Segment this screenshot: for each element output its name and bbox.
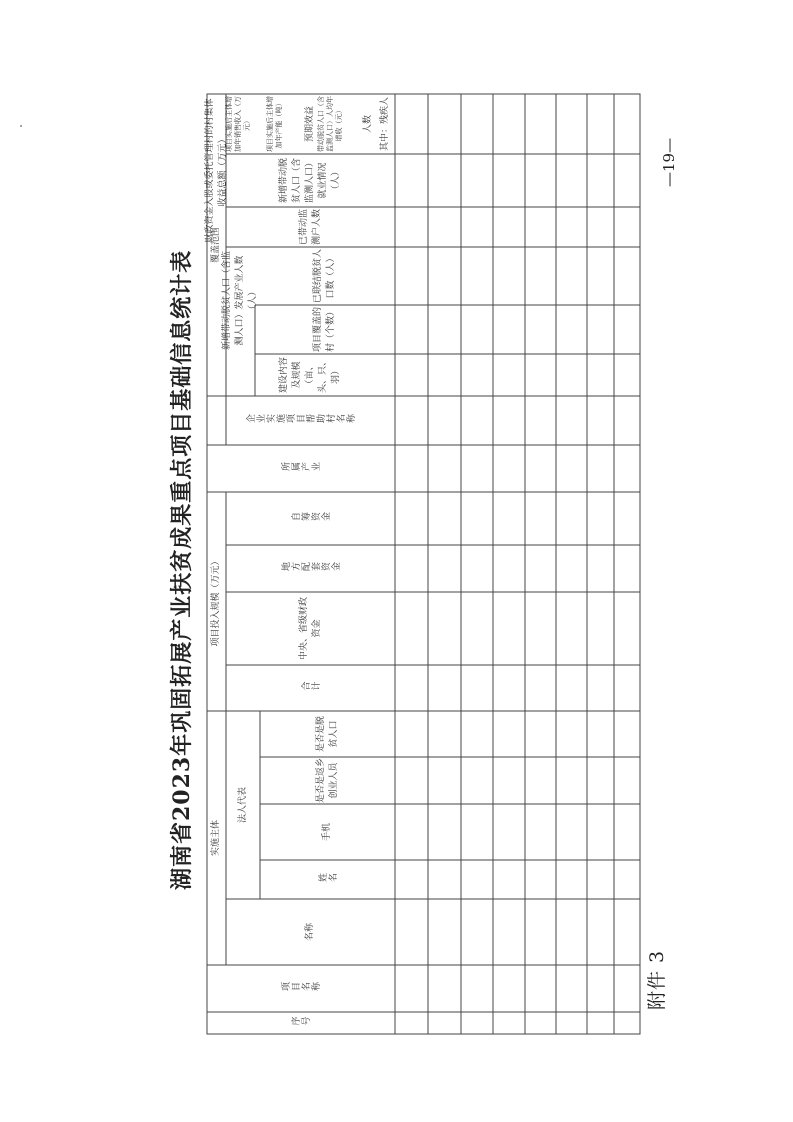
col-monitored: 已带动监测户人数 xyxy=(298,209,322,246)
col-linked: 已联结脱贫人口数（人） xyxy=(313,249,336,304)
col-villages: 项目覆盖的村（个数） xyxy=(313,307,336,353)
group-coverage: 覆盖范围 xyxy=(211,227,221,264)
col-expected: 预期效益 xyxy=(305,106,315,143)
page-title: 湖南省2023年巩固拓展产业扶贫成果重点项目基础信息统计表 xyxy=(169,249,195,890)
col-project-name: 项目名称 xyxy=(281,983,321,993)
group-expected-note: 财政资金入股或委托管理村的村集体收益总额（万元） xyxy=(204,98,228,243)
col-industry: 所属产业 xyxy=(281,463,321,473)
hidden-capacity: 项目实施后主体增加年产能（吨） xyxy=(266,96,283,152)
hidden-avg-income: 带动脱贫人口（含监测人口）人均年增收（元） xyxy=(316,96,343,152)
col-local-match: 地方配套资金 xyxy=(280,563,341,573)
hidden-sales: 项目实施后主体增加年销售收入（万元） xyxy=(224,96,251,152)
page-number: —19— xyxy=(660,137,678,187)
col-seq: 序号 xyxy=(291,1017,311,1028)
col-among: 其中：残疾人 xyxy=(380,97,390,152)
col-new-jobs: 新增带动脱贫人口（含监测人口）就业情况（人） xyxy=(279,158,341,204)
col-person-name: 姓名 xyxy=(317,874,338,884)
col-is-returnee: 是否是返乡创业人员 xyxy=(315,757,339,803)
col-new-dev: 新增带动脱贫人口（含监测人口）发展产业人数（人） xyxy=(222,251,258,351)
col-self-raised: 自筹资金 xyxy=(290,513,331,523)
group-investment: 项目投入规模（万元） xyxy=(211,556,221,647)
col-total: 合计 xyxy=(300,682,321,693)
col-central-prov: 中央、省级财政资金 xyxy=(298,597,322,661)
scan-dot xyxy=(20,125,22,127)
group-impl-subject: 实施主体 xyxy=(211,820,221,857)
col-phone: 手机 xyxy=(322,823,332,842)
col-is-poverty: 是否是脱贫人口 xyxy=(315,716,339,753)
col-persons: 人数 xyxy=(362,115,373,134)
col-village-name: 企业实施项目帮助村名称 xyxy=(246,415,356,425)
col-content-scale: 建设内容及规模（亩、头、只、羽） xyxy=(279,357,341,394)
group-legal-rep: 法人代表 xyxy=(237,787,248,824)
attachment-label: 附件 3 xyxy=(646,949,668,1010)
col-name: 名称 xyxy=(305,923,315,942)
